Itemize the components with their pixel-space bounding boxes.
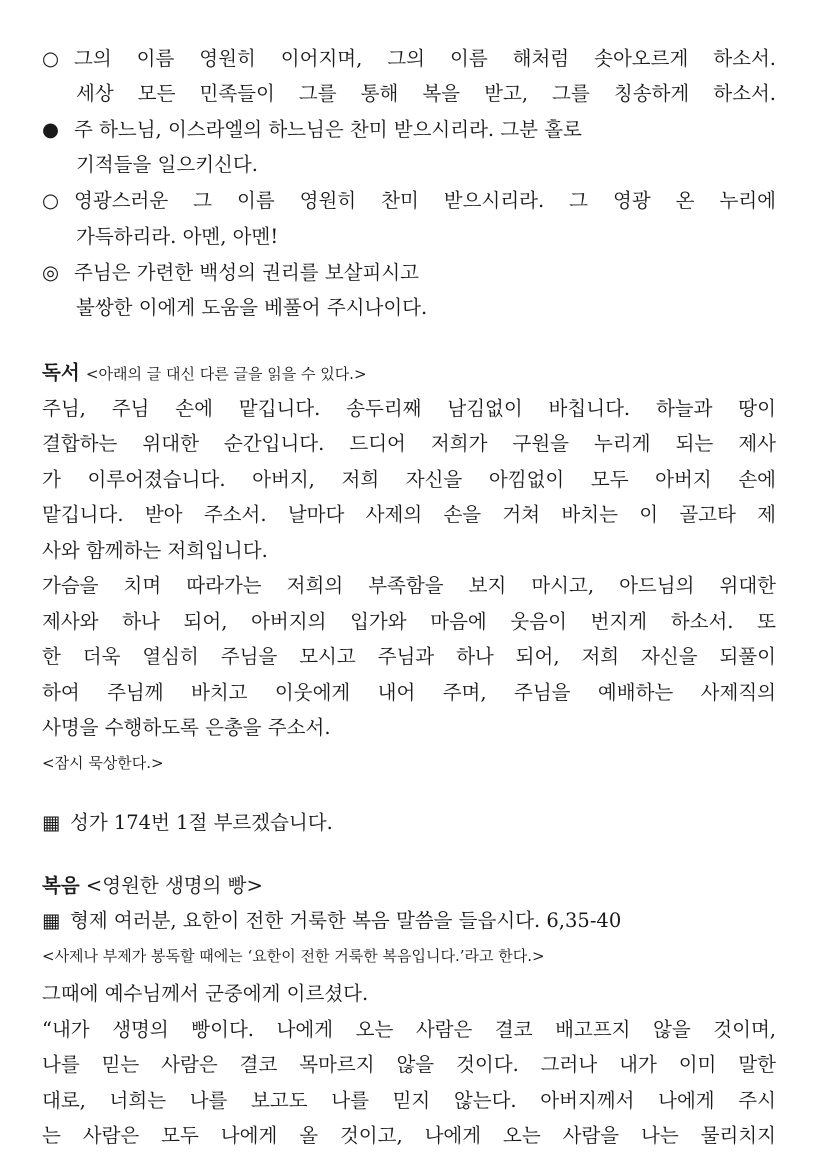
reading-line: 주님, 주님 손에 맡깁니다. 송두리째 남김없이 바칩니다. 하늘과 땅이 (42, 397, 776, 420)
response-line (42, 186, 776, 216)
response-line: 불쌍한 이에게 도움을 베풀어 주시나이다. (76, 296, 428, 319)
reading-line: 제사와 하나 되어, 아버지의 입가와 마음에 웃음이 번지게 하소서. 또 (42, 610, 776, 633)
reading-heading (42, 358, 776, 388)
reading-line: 맡깁니다. 받아 주소서. 날마다 사제의 손을 거쳐 바치는 이 골고타 제 (42, 503, 776, 526)
response-line: 가득하리라. 아멘, 아멘! (76, 225, 279, 248)
response-text: 주 하느님, 이스라엘의 하느님은 찬미 받으시리라. 그분 홀로 (74, 118, 582, 141)
reading-line: 사명을 수행하도록 은총을 주소서. (42, 716, 331, 739)
response-text: 주님은 가련한 백성의 권리를 보살피시고 (74, 261, 420, 284)
response-line: 세상 모든 민족들이 그를 통해 복을 받고, 그를 칭송하게 하소서. (76, 82, 776, 105)
response-line: 기적들을 일으키신다. (76, 153, 258, 176)
gospel-line: 는 사람은 모두 나에게 올 것이고, 나에게 오는 사람을 나는 물리치지 (42, 1124, 776, 1147)
gospel-line: “내가 생명의 빵이다. 나에게 오는 사람은 결코 배고프지 않을 것이며, (42, 1018, 776, 1041)
reading-line: 가슴을 치며 따라가는 저희의 부족함을 보지 마시고, 아드님의 위대한 (42, 574, 776, 597)
gospel-line: 그때에 예수님께서 군중에게 이르셨다. (42, 982, 369, 1005)
gospel-heading (42, 871, 776, 901)
reading-line: 결합하는 위대한 순간입니다. 드디어 저희가 구원을 누리게 되는 제사 (42, 432, 776, 455)
open-circle-icon: ○ (42, 47, 60, 70)
hymn-text: 성가 174번 1절 부르겠습니다. (70, 811, 333, 834)
reading-heading-note: <아래의 글 대신 다른 글을 읽을 수 있다.> (85, 365, 367, 383)
hymn-line (42, 808, 776, 838)
reading-line: 가 이루어졌습니다. 아버지, 저희 자신을 아낌없이 모두 아버지 손에 (42, 468, 776, 491)
gospel-subtitle: <영원한 생명의 빵> (85, 874, 263, 897)
double-circle-icon: ◎ (42, 261, 60, 284)
reading-line: 하여 주님께 바치고 이웃에게 내어 주며, 주님을 예배하는 사제직의 (42, 681, 776, 704)
gospel-line: 나를 믿는 사람은 결코 목마르지 않을 것이다. 그러나 내가 이미 말한 (42, 1053, 776, 1076)
gospel-line: 대로, 너희는 나를 보고도 나를 믿지 않는다. 아버지께서 나에게 주시 (42, 1089, 776, 1112)
response-text: 그의 이름 영원히 이어지며, 그의 이름 해처럼 솟아오르게 하소서. (74, 47, 776, 70)
grid-square-icon: ▦ (42, 811, 61, 834)
gospel-title: 복음 (42, 874, 80, 897)
response-text: 영광스러운 그 이름 영원히 찬미 받으시리라. 그 영광 온 누리에 (74, 189, 776, 212)
reading-line: 한 더욱 열심히 주님을 모시고 주님과 하나 되어, 저희 자신을 되풀이 (42, 645, 776, 668)
meditation-note: <잠시 묵상한다.> (42, 754, 164, 772)
filled-circle-icon: ● (42, 118, 60, 141)
gospel-announce-text: 형제 여러분, 요한이 전한 거룩한 복음 말씀을 들읍시다. 6,35-40 (70, 909, 622, 932)
reading-line: 사와 함께하는 저희입니다. (42, 539, 268, 562)
gospel-announce (42, 906, 776, 936)
reading-title: 독서 (42, 361, 80, 384)
open-circle-icon: ○ (42, 189, 60, 212)
response-line (42, 44, 776, 74)
grid-square-icon: ▦ (42, 909, 61, 932)
response-line (42, 115, 776, 145)
response-line (42, 258, 776, 288)
gospel-note: <사제나 부제가 봉독할 때에는 ‘요한이 전한 거룩한 복음입니다.’라고 한다.> (42, 947, 545, 965)
